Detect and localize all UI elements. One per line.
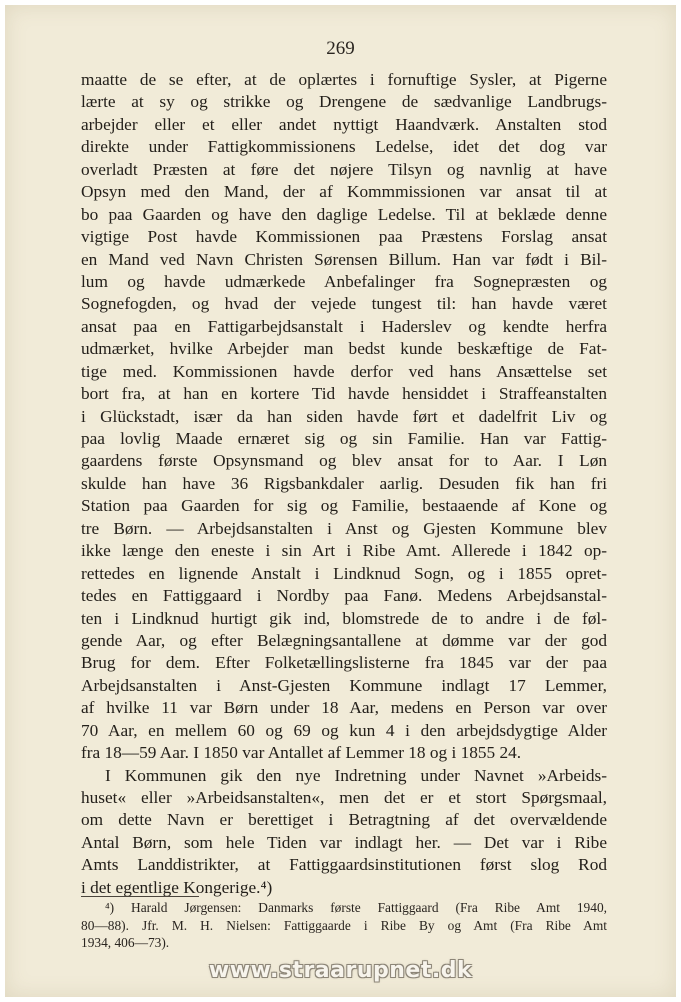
footnote-line: 80—88). Jfr. M. H. Nielsen: Fattiggaarde i Ribe By og Amt (Fra Ribe Amt [81,917,607,933]
text-line: Amts Landdistrikter, at Fattiggaardsinstitutionen først slog Rod [81,855,607,875]
text-line: gende Aar, og efter Belægningsantallene at dømme var der god [81,630,607,650]
text-line: huset« eller »Arbeidsanstalten«, men det er et stort Spørgsmaal, [81,788,607,807]
text-line: skulde han have 36 Rigsbankdaler aarlig. Desuden fik han fri [81,473,607,493]
text-line: Opsyn med den Mand, der af Kommmissionen var ansat til at [81,182,607,202]
text-line: Arbejdsanstalten i Anst-Gjesten Kommune indlagt 17 Lemmer, [81,675,607,695]
text-line: bort fra, at han en kortere Tid havde hensiddet i Straffeanstalten [81,384,607,404]
footnote-line: ⁴) Harald Jørgensen: Danmarks første Fattiggaard (Fra Ribe Amt 1940, [105,900,607,915]
text-line: en Mand ved Navn Christen Sørensen Billum. Han var født i Bil- [81,249,607,269]
text-line: gaardens første Opsynsmand og blev ansat for to Aar. I Løn [81,451,607,471]
body-text [81,69,607,899]
footnote-divider [81,896,199,897]
text-line: I Kommunen gik den nye Indretning under Navnet »Arbeids- [105,765,607,785]
text-line: lum og havde udmærkede Anbefalinger fra Sognepræsten og [81,271,607,291]
text-line: fra 18—59 Aar. I 1850 var Antallet af Lemmer 18 og i 1855 24. [81,743,522,763]
text-line: ansat paa en Fattigarbejdsanstalt i Haderslev og kendte herfra [81,316,607,336]
text-line: udmærket, hvilke Arbejder man bedst kunde beskæftige de Fat- [81,339,607,359]
text-line: maatte de se efter, at de oplærtes i fornuftige Sysler, at Pigerne [81,70,607,89]
text-line: rettedes en lignende Anstalt i Lindknud Sogn, og i 1855 opret- [81,563,607,583]
text-line: i det egentlige Kongerige.⁴) [81,877,273,897]
text-line: vigtige Post havde Kommissionen paa Præstens Forslag ansat [81,227,607,247]
text-line: Station paa Gaarden for sig og Familie, bestaaende af Kone og [81,496,607,516]
text-line: ten i Lindknud hurtigt gik ind, blomstrede de to andre i de føl- [81,608,607,628]
text-line: bo paa Gaarden og have den daglige Ledelse. Til at beklæde denne [81,204,607,224]
text-line: ikke længe den eneste i sin Art i Ribe Amt. Allerede i 1842 op- [81,541,607,561]
footnote-line: 1934, 406—73). [81,935,170,950]
text-line: tige med. Kommissionen havde derfor ved hans Ansættelse set [81,361,607,381]
site-watermark: www.straarupnet.dk [208,958,473,983]
text-line: overladt Præsten at føre det nøjere Tilsyn og navnlig at have [81,159,607,179]
text-line: arbejder eller et eller andet nyttigt Haandværk. Anstalten stod [81,114,607,134]
footnote [81,899,607,952]
text-line: 70 Aar, en mellem 60 og 69 og kun 4 i den arbejdsdygtige Alder [81,720,607,740]
text-line: Antal Børn, som hele Tiden var indlagt her. — Det var i Ribe [81,832,607,852]
page-number: 269 [326,38,355,59]
text-line: i Glückstadt, især da han siden havde ført et dadelfrit Liv og [81,406,607,426]
text-line: paa lovlig Maade ernæret sig og sin Familie. Han var Fattig- [81,429,607,448]
text-line: af hvilke 11 var Børn under 18 Aar, medens en Person var over [81,698,607,718]
text-line: direkte under Fattigkommissionens Ledelse, idet det dog var [81,137,607,157]
text-line: om dette Navn er berettiget i Betragtning af det overvældende [81,810,607,830]
text-line: tre Børn. — Arbejdsanstalten i Anst og Gjesten Kommune blev [81,518,607,538]
text-line: Brug for dem. Efter Folketællingslisterne fra 1845 var der paa [81,653,607,673]
text-line: tedes en Fattiggaard i Nordby paa Fanø. Medens Arbejdsanstal- [81,586,607,606]
text-line: lærte at sy og strikke og Drengene de sædvanlige Landbrugs- [81,92,607,112]
text-line: Sognefogden, og hvad der vejede tungest til: han havde været [81,294,607,314]
